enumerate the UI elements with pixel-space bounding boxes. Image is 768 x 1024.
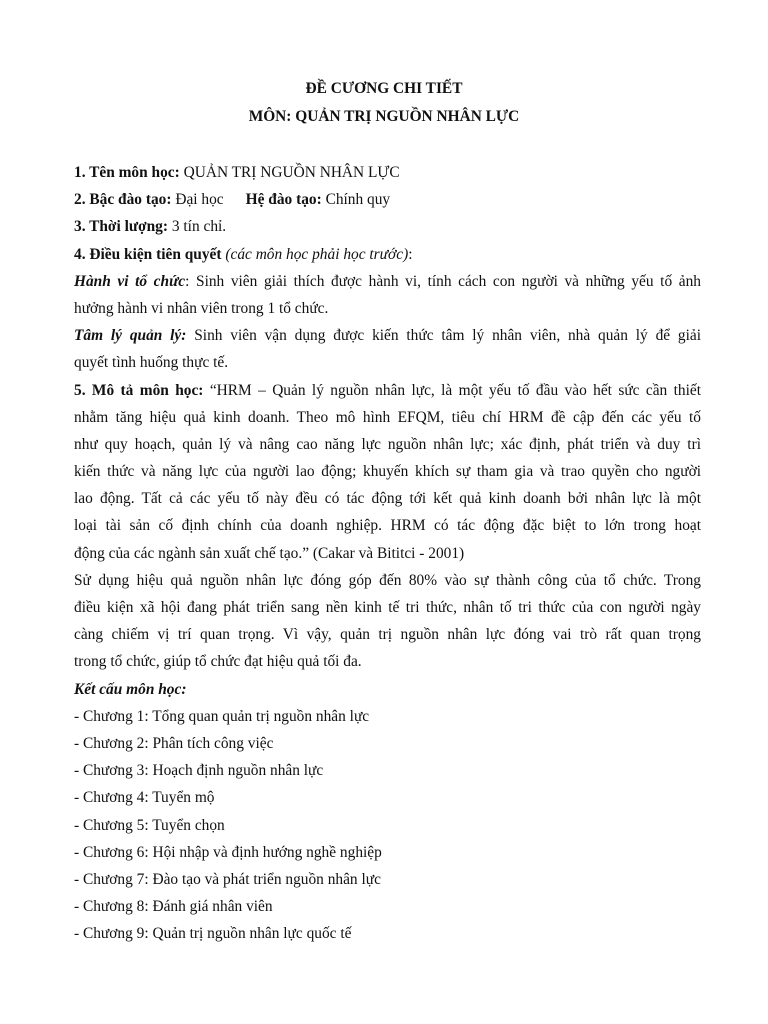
description-line-3: như quy hoạch, quản lý và nâng cao năng lực nguồn nhân lực; xác định, phát triển và duy trì <box>74 435 701 453</box>
description-label: 5. Mô tả môn học: <box>74 381 204 399</box>
document-subtitle: MÔN: QUẢN TRỊ NGUỒN NHÂN LỰC <box>248 108 520 125</box>
description-line-7: động của các ngành sản xuất chế tạo.” (Cakar và Bititci - 2001) <box>74 544 465 562</box>
org-behavior-line-2: hưởng hành vi nhân viên trong 1 tổ chức. <box>74 299 329 317</box>
chapter-item: - Chương 1: Tổng quan quản trị nguồn nhân lực <box>74 707 370 725</box>
prerequisite-label: 4. Điều kiện tiên quyết <box>74 245 222 263</box>
training-system-label: Hệ đào tạo: <box>245 191 322 209</box>
prerequisite-line <box>74 241 701 268</box>
chapter-item: - Chương 2: Phân tích công việc <box>74 734 274 752</box>
paragraph-line-1: Sử dụng hiệu quả nguồn nhân lực đóng góp đến 80% vào sự thành công của tổ chức. Trong <box>74 571 701 589</box>
description-line-2: nhằm tăng hiệu quả kinh doanh. Theo mô hình EFQM, tiêu chí HRM đề cập đến các yếu tố <box>74 408 701 426</box>
org-behavior-text-1: : Sinh viên giải thích được hành vi, tính cách con người và những yếu tố ảnh <box>185 272 701 290</box>
course-name-value: QUẢN TRỊ NGUỒN NHÂN LỰC <box>179 164 400 181</box>
document-title: ĐỀ CƯƠNG CHI TIẾT <box>305 80 463 97</box>
description-line-6: loại tài sản cố định chính của doanh nghiệp. HRM có tác động đặc biệt to lớn trong hoạt <box>74 517 701 535</box>
chapter-item: - Chương 9: Quản trị nguồn nhân lực quốc tế <box>74 925 352 943</box>
paragraph-line-4: trong tổ chức, giúp tổ chức đạt hiệu quả tối đa. <box>74 653 362 671</box>
mgmt-psychology-text-1: Sinh viên vận dụng được kiến thức tâm lý nhân viên, nhà quản lý để giải <box>186 327 702 345</box>
paragraph-line-3: càng chiếm vị trí quan trọng. Vì vậy, quản trị nguồn nhân lực đóng vai trò rất quan trọng <box>74 626 701 644</box>
duration-line <box>74 213 701 240</box>
description-line-4: kiến thức và năng lực của người lao động; khuyến khích sự tham gia và trao quyền cho người <box>74 463 701 481</box>
prerequisite-note: (các môn học phải học trước) <box>221 245 409 263</box>
duration-label: 3. Thời lượng: <box>74 218 168 236</box>
chapter-item: - Chương 7: Đào tạo và phát triển nguồn nhân lực <box>74 870 381 888</box>
training-level-label: 2. Bậc đào tạo: <box>74 191 172 209</box>
chapter-item: - Chương 8: Đánh giá nhân viên <box>74 898 273 916</box>
mgmt-psychology-line-2: quyết tình huống thực tế. <box>74 354 229 372</box>
description-line-1 <box>74 377 701 404</box>
course-name-line <box>74 159 701 186</box>
chapter-item: - Chương 5: Tuyển chọn <box>74 816 225 834</box>
course-name-label: 1. Tên môn học: <box>74 164 180 181</box>
document-body <box>74 159 701 947</box>
structure-heading: Kết cấu môn học: <box>74 680 187 698</box>
duration-value: 3 tín chỉ. <box>168 218 227 236</box>
prerequisite-colon: : <box>408 245 413 263</box>
org-behavior-label: Hành vi tổ chức <box>74 272 186 290</box>
mgmt-psychology-label: Tâm lý quản lý: <box>74 327 187 345</box>
paragraph-line-2: điều kiện xã hội đang phát triển sang nền kinh tế tri thức, nhân tố tri thức của con người ngày <box>74 599 701 616</box>
description-text-1: “HRM – Quản lý nguồn nhân lực, là một yếu tố đầu vào hết sức cần thiết <box>203 381 701 399</box>
chapter-item: - Chương 3: Hoạch định nguồn nhân lực <box>74 762 324 780</box>
mgmt-psychology-line-1 <box>74 322 701 349</box>
chapter-item: - Chương 6: Hội nhập và định hướng nghề nghiệp <box>74 843 382 861</box>
training-system-value: Chính quy <box>321 191 391 209</box>
description-line-5: lao động. Tất cả các yếu tố này đều có tác động tới kết quả kinh doanh bởi nhân lực là một <box>74 490 701 508</box>
chapter-item: - Chương 4: Tuyển mộ <box>74 789 215 807</box>
org-behavior-line-1 <box>74 268 701 295</box>
training-level-value: Đại học <box>171 191 224 209</box>
training-level-line <box>74 186 701 213</box>
